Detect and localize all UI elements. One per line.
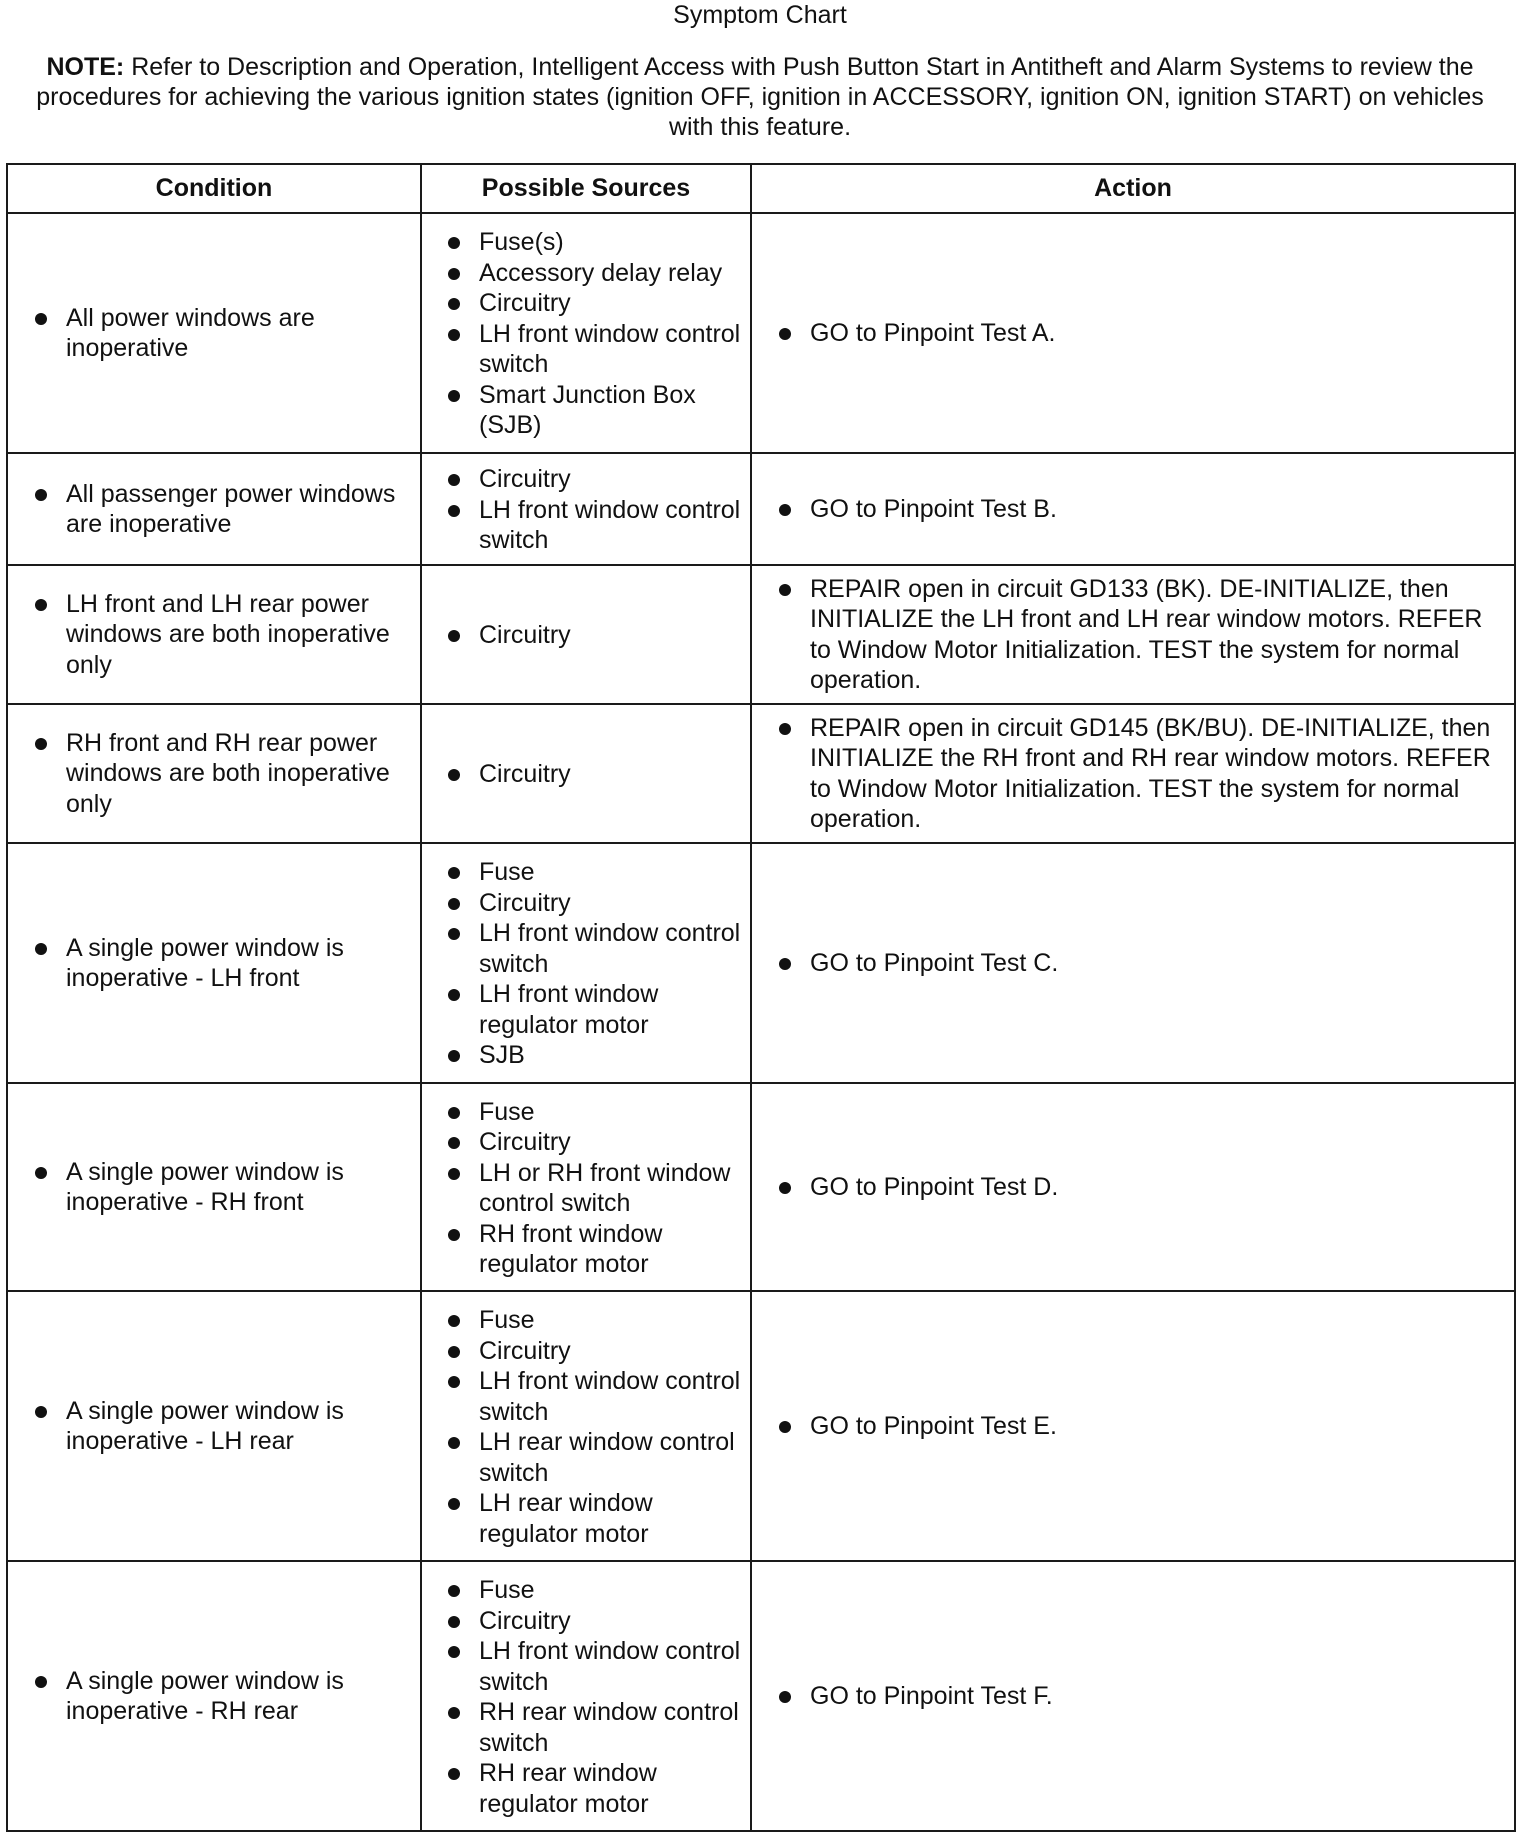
bullet-icon (448, 1768, 460, 1780)
list-item (8, 1157, 410, 1218)
table-row (7, 843, 1515, 1083)
bullet-icon (448, 505, 460, 517)
list-item-text: All power windows are inoperative (66, 303, 315, 362)
condition-cell-list (8, 589, 410, 681)
condition-cell-list (8, 1666, 410, 1727)
bullet-icon (779, 1691, 791, 1703)
bullet-icon (448, 329, 460, 341)
bullet-icon (448, 237, 460, 249)
list-item (752, 1411, 1502, 1442)
list-item-text: A single power window is inoperative - LH rear (66, 1396, 344, 1455)
page-title: Symptom Chart (673, 1, 847, 29)
bullet-icon (448, 1616, 460, 1628)
action-cell-list (752, 1411, 1502, 1442)
header-action: Action (751, 164, 1515, 213)
list-item (752, 948, 1502, 979)
possible-sources-cell-list (422, 857, 746, 1071)
list-item-text: Circuitry (479, 760, 571, 789)
bullet-icon (35, 489, 47, 501)
list-item-text: A single power window is inoperative - RH rear (66, 1666, 344, 1725)
bullet-icon (448, 1498, 460, 1510)
bullet-icon (35, 738, 47, 750)
list-item (422, 1427, 746, 1488)
list-item (422, 495, 746, 556)
list-item (422, 1488, 746, 1549)
possible-sources-cell (421, 843, 751, 1083)
list-item (422, 1097, 746, 1128)
table-row (7, 213, 1515, 453)
bullet-icon (35, 1676, 47, 1688)
condition-cell (7, 453, 421, 565)
note-label: NOTE: (46, 53, 125, 81)
action-cell (751, 843, 1515, 1083)
list-item-text: GO to Pinpoint Test E. (810, 1411, 1057, 1440)
condition-cell (7, 704, 421, 843)
list-item-text: Smart Junction Box (SJB) (479, 380, 696, 440)
bullet-icon (448, 989, 460, 1001)
bullet-icon (448, 298, 460, 310)
list-item (422, 1366, 746, 1427)
action-cell (751, 1561, 1515, 1831)
list-item (422, 979, 746, 1040)
list-item (422, 759, 746, 790)
bullet-icon (448, 1707, 460, 1719)
list-item-text: Circuitry (479, 1606, 571, 1635)
bullet-icon (448, 1646, 460, 1658)
list-item (8, 1666, 410, 1727)
list-item-text: Circuitry (479, 1336, 571, 1365)
action-cell-list (752, 318, 1502, 349)
list-item (422, 918, 746, 979)
list-item-text: Circuitry (479, 888, 571, 917)
list-item-text: Circuitry (479, 465, 571, 494)
bullet-icon (779, 723, 791, 735)
condition-cell (7, 213, 421, 453)
list-item (422, 857, 746, 888)
list-item-text: RH rear window regulator motor (479, 1759, 657, 1818)
list-item (752, 1681, 1502, 1712)
condition-cell (7, 1561, 421, 1831)
list-item-text: LH front window control switch (479, 495, 741, 555)
bullet-icon (448, 1229, 460, 1241)
bullet-icon (448, 1137, 460, 1149)
bullet-icon (35, 1167, 47, 1179)
table-row (7, 1291, 1515, 1561)
list-item-text: Fuse (479, 858, 535, 887)
action-cell-list (752, 1172, 1502, 1203)
list-item-text: Circuitry (479, 1128, 571, 1156)
list-item (752, 574, 1502, 696)
list-item-text: GO to Pinpoint Test A. (810, 318, 1056, 347)
condition-cell-list (8, 303, 410, 364)
list-item (8, 479, 410, 540)
condition-cell-list (8, 1157, 410, 1218)
list-item-text: GO to Pinpoint Test C. (810, 948, 1059, 977)
list-item (422, 1336, 746, 1367)
bullet-icon (779, 504, 791, 516)
bullet-icon (448, 769, 460, 781)
list-item (422, 1305, 746, 1336)
possible-sources-cell (421, 565, 751, 704)
list-item (8, 1396, 410, 1457)
table-row (7, 565, 1515, 704)
possible-sources-cell (421, 1291, 751, 1561)
list-item (8, 589, 410, 681)
table-row (7, 1083, 1515, 1291)
bullet-icon (779, 328, 791, 340)
list-item-text: LH front window control switch (479, 1637, 741, 1696)
condition-cell-list (8, 1396, 410, 1457)
symptom-table (6, 163, 1516, 1832)
list-item-text: Accessory delay relay (479, 258, 723, 287)
table-row (7, 1561, 1515, 1831)
action-cell (751, 453, 1515, 565)
list-item-text: RH front window regulator motor (479, 1219, 663, 1278)
list-item-text: RH rear window control switch (479, 1698, 739, 1757)
condition-cell-list (8, 728, 410, 820)
list-item-text: GO to Pinpoint Test F. (810, 1681, 1053, 1710)
condition-cell (7, 843, 421, 1083)
bullet-icon (779, 958, 791, 970)
note-text: Refer to Description and Operation, Intelligent Access with Push Button Start in Antitheft and Alarm Systems to review the procedures for achieving the various ignition states (ignition OFF, ignition in ACCESSORY, ignition ON, ignition START) on vehicles with this feature. (36, 53, 1484, 141)
bullet-icon (779, 1182, 791, 1194)
bullet-icon (448, 1376, 460, 1388)
condition-cell-list (8, 479, 410, 540)
possible-sources-cell (421, 1083, 751, 1291)
condition-cell-list (8, 933, 410, 994)
action-cell-list (752, 1681, 1502, 1712)
bullet-icon (448, 1107, 460, 1119)
list-item (422, 1127, 746, 1158)
list-item (422, 1758, 746, 1819)
list-item-text: A single power window is inoperative - LH front (66, 933, 344, 992)
header-condition: Condition (7, 164, 421, 213)
list-item (422, 1158, 746, 1219)
list-item-text: LH front window control switch (479, 1367, 741, 1426)
list-item (8, 728, 410, 820)
list-item-text: REPAIR open in circuit GD145 (BK/BU). DE-INITIALIZE, then INITIALIZE the RH front and RH rear window motors. REFER to Window Motor Initialization. TEST the system for normal operation. (810, 713, 1491, 833)
bullet-icon (448, 474, 460, 486)
bullet-icon (448, 1346, 460, 1358)
possible-sources-cell-list (422, 1305, 746, 1549)
action-cell (751, 1083, 1515, 1291)
bullet-icon (35, 599, 47, 611)
possible-sources-cell-list (422, 1575, 746, 1819)
list-item-text: REPAIR open in circuit GD133 (BK). DE-INITIALIZE, then INITIALIZE the LH front and LH rear window motors. REFER to Window Motor Initialization. TEST the system for normal operation. (810, 574, 1483, 694)
action-cell-list (752, 574, 1502, 696)
action-cell-list (752, 948, 1502, 979)
bullet-icon (448, 268, 460, 280)
table-header-row (7, 164, 1515, 213)
list-item (422, 1606, 746, 1637)
list-item-text: Fuse (479, 1097, 535, 1126)
list-item-text: LH or RH front window control switch (479, 1158, 731, 1217)
bullet-icon (448, 1315, 460, 1327)
bullet-icon (779, 1421, 791, 1433)
bullet-icon (448, 898, 460, 910)
list-item-text: All passenger power windows are inoperative (66, 479, 396, 538)
list-item-text: RH front and RH rear power windows are both inoperative only (66, 728, 390, 818)
action-cell (751, 213, 1515, 453)
possible-sources-cell (421, 453, 751, 565)
list-item-text: GO to Pinpoint Test D. (810, 1172, 1059, 1201)
bullet-icon (448, 1050, 460, 1062)
possible-sources-cell (421, 704, 751, 843)
possible-sources-cell-list (422, 1097, 746, 1280)
possible-sources-cell-list (422, 227, 746, 441)
list-item (752, 713, 1502, 835)
list-item-text: LH rear window regulator motor (479, 1489, 653, 1548)
list-item (8, 303, 410, 364)
list-item (422, 1697, 746, 1758)
list-item-text: Fuse (479, 1576, 535, 1604)
bullet-icon (35, 313, 47, 325)
list-item (752, 494, 1502, 525)
list-item (422, 620, 746, 651)
list-item (752, 318, 1502, 349)
condition-cell (7, 1291, 421, 1561)
bullet-icon (448, 928, 460, 940)
list-item (422, 1636, 746, 1697)
list-item-text: LH front window regulator motor (479, 980, 659, 1039)
possible-sources-cell (421, 213, 751, 453)
action-cell-list (752, 494, 1502, 525)
condition-cell (7, 1083, 421, 1291)
list-item-text: Circuitry (479, 621, 571, 650)
condition-cell (7, 565, 421, 704)
bullet-icon (448, 1168, 460, 1180)
bullet-icon (448, 390, 460, 402)
list-item-text: GO to Pinpoint Test B. (810, 494, 1057, 523)
list-item (422, 258, 746, 289)
action-cell (751, 704, 1515, 843)
bullet-icon (448, 867, 460, 879)
bullet-icon (779, 584, 791, 596)
table-row (7, 453, 1515, 565)
list-item (422, 288, 746, 319)
list-item-text: LH front window control switch (479, 919, 741, 978)
possible-sources-cell (421, 1561, 751, 1831)
table-row (7, 704, 1515, 843)
bullet-icon (35, 1406, 47, 1418)
list-item-text: SJB (479, 1041, 525, 1070)
note-paragraph (26, 52, 1494, 142)
list-item-text: Fuse(s) (479, 228, 564, 257)
list-item (422, 1219, 746, 1280)
table-body (7, 213, 1515, 1831)
list-item-text: Circuitry (479, 289, 571, 318)
bullet-icon (35, 943, 47, 955)
list-item (422, 1575, 746, 1606)
action-cell-list (752, 713, 1502, 835)
list-item-text: LH rear window control switch (479, 1428, 735, 1487)
header-possible-sources: Possible Sources (421, 164, 751, 213)
bullet-icon (448, 1585, 460, 1597)
list-item (8, 933, 410, 994)
list-item (422, 1040, 746, 1071)
list-item-text: Fuse (479, 1306, 535, 1334)
bullet-icon (448, 630, 460, 642)
possible-sources-cell-list (422, 464, 746, 556)
possible-sources-cell-list (422, 759, 746, 790)
action-cell (751, 1291, 1515, 1561)
list-item-text: A single power window is inoperative - RH front (66, 1157, 344, 1216)
list-item (422, 227, 746, 258)
bullet-icon (448, 1437, 460, 1449)
list-item (422, 888, 746, 919)
list-item (422, 319, 746, 380)
possible-sources-cell-list (422, 620, 746, 651)
list-item (752, 1172, 1502, 1203)
list-item (422, 464, 746, 495)
list-item-text: LH front window control switch (479, 319, 741, 379)
list-item-text: LH front and LH rear power windows are both inoperative only (66, 589, 390, 679)
list-item (422, 380, 746, 441)
action-cell (751, 565, 1515, 704)
